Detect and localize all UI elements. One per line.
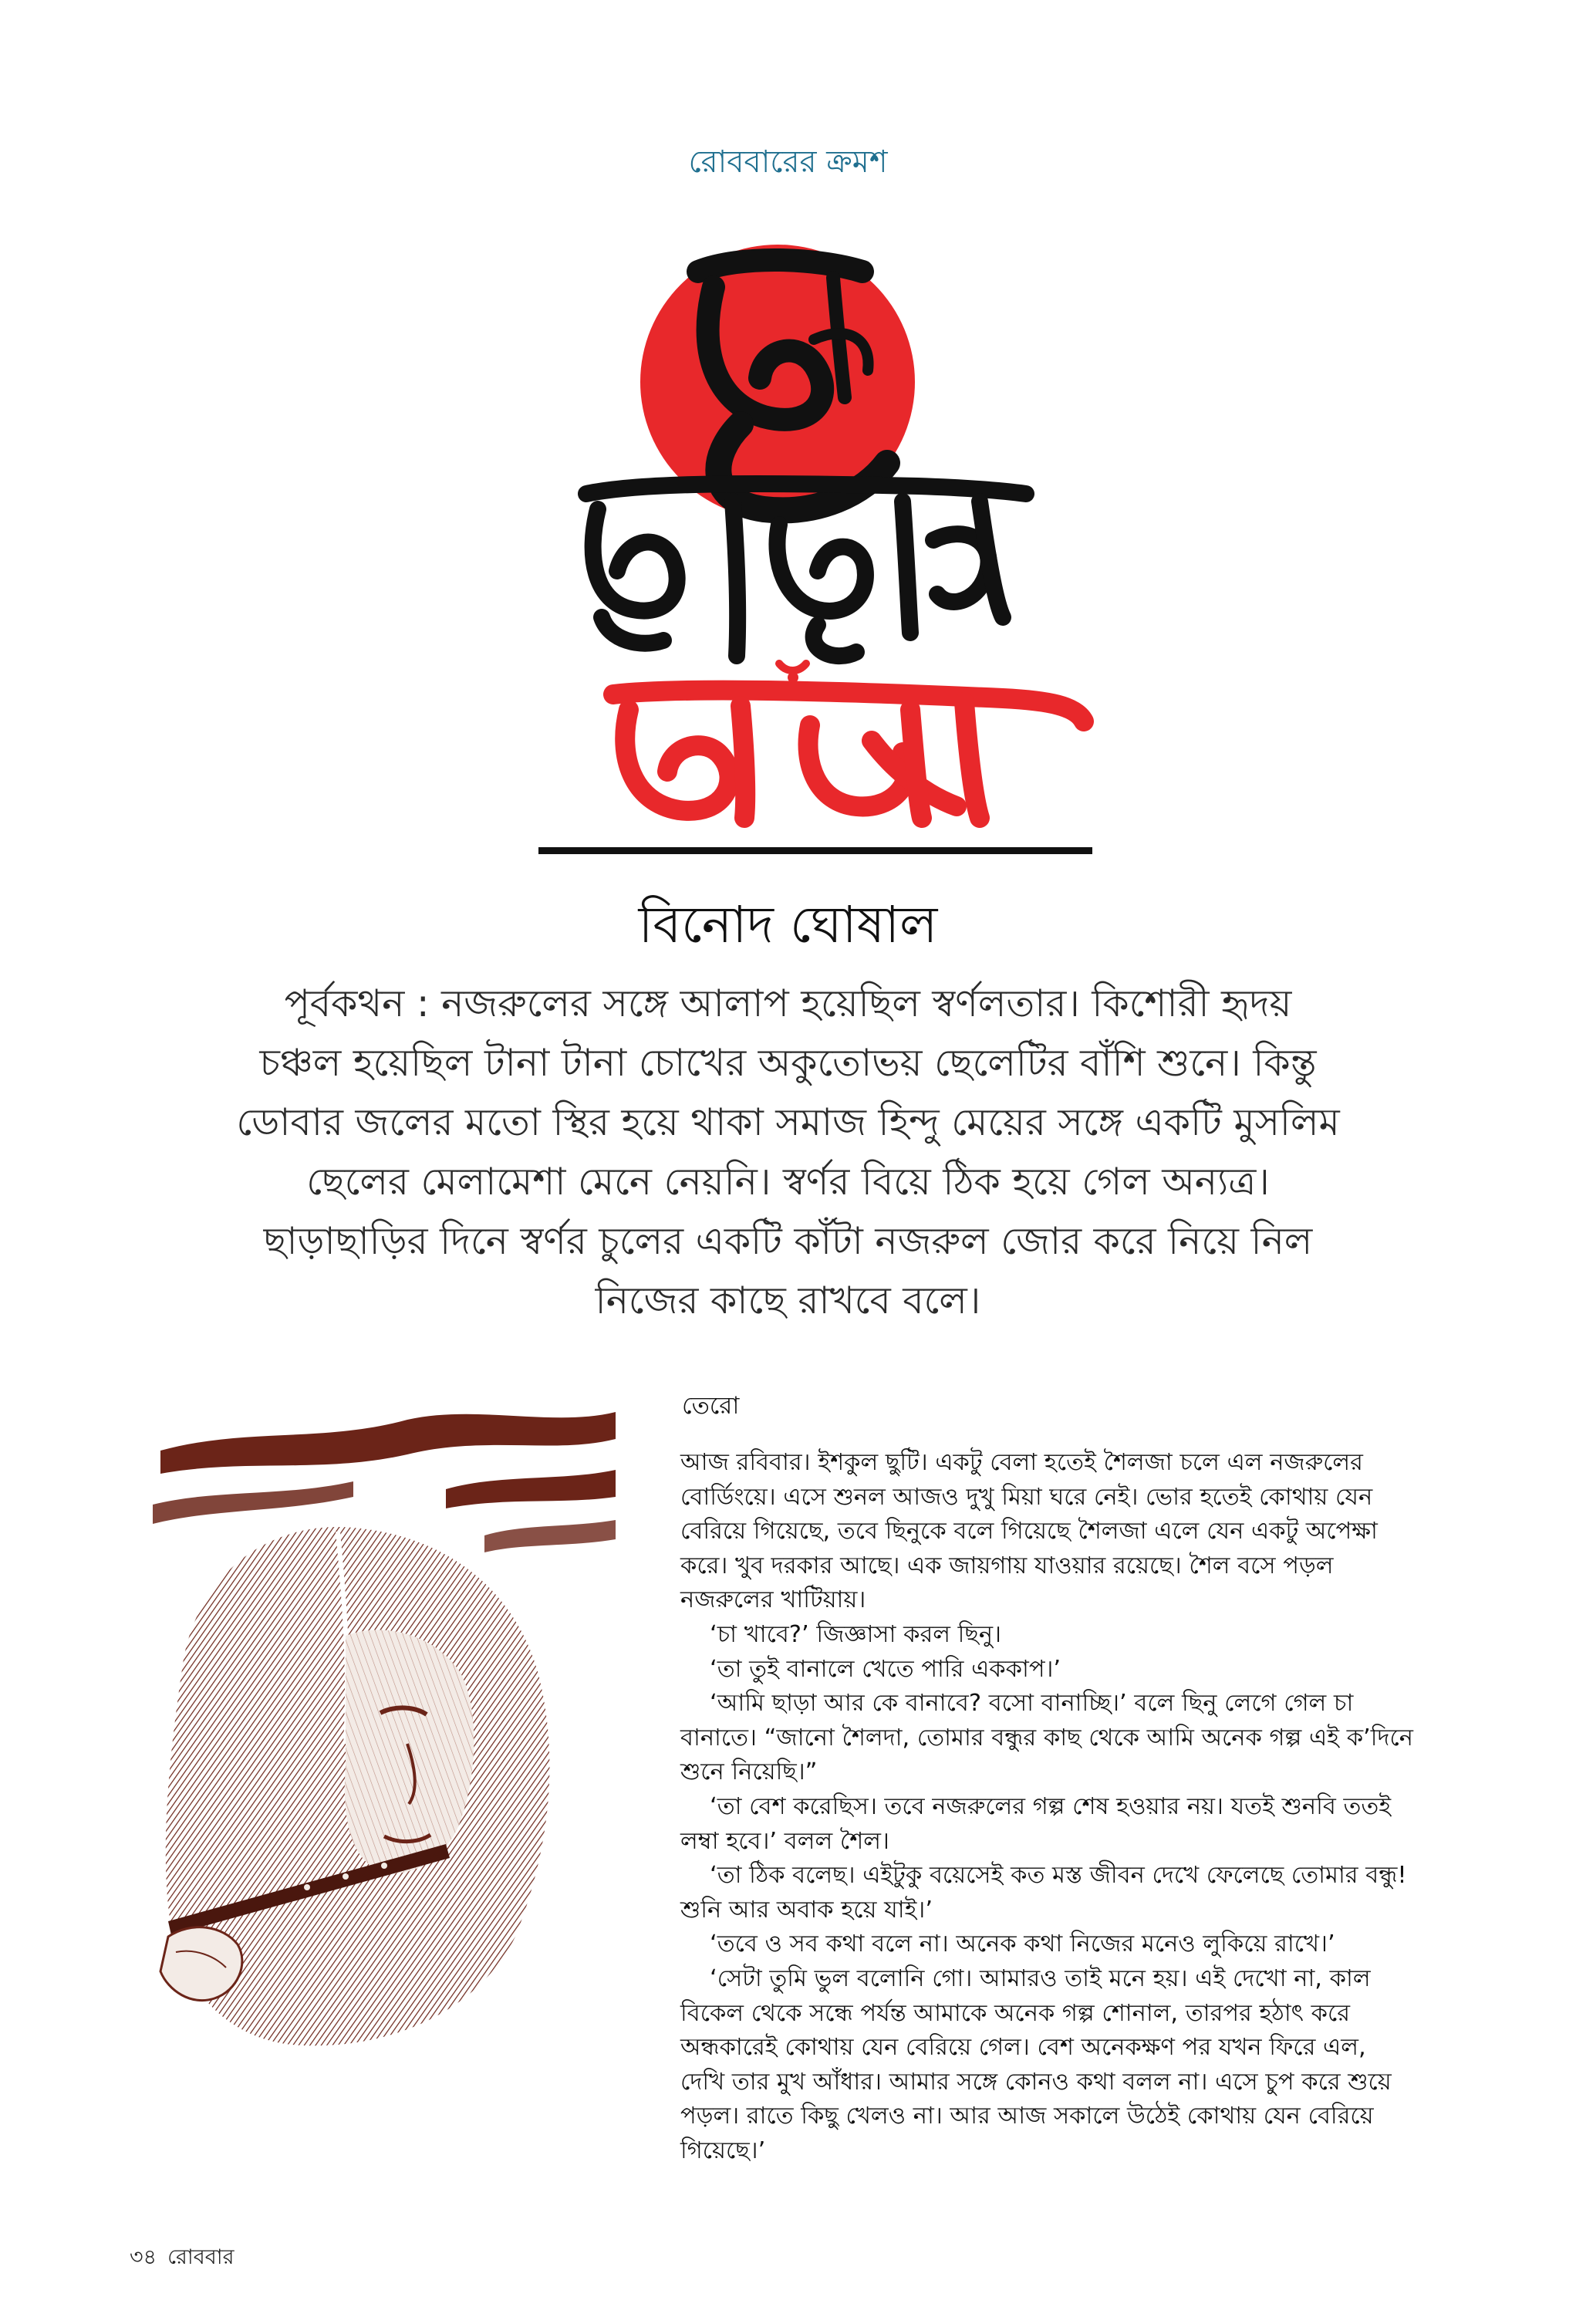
- magazine-name: রোববার: [167, 2245, 235, 2269]
- page-footer: [130, 2241, 234, 2276]
- body-line: বোর্ডিংয়ে। এসে শুনল আজও দুখু মিয়া ঘরে নেই। ভোর হতেই কোথায় যেন: [680, 1483, 1373, 1511]
- title-rule: [538, 847, 1092, 854]
- body-line: ‘আমি ছাড়া আর কে বানাবে? বসো বানাচ্ছি।’ বলে ছিনু লেগে গেল চা: [710, 1690, 1354, 1718]
- title-word-3: [613, 664, 1084, 818]
- body-line: আজ রবিবার। ইশকুল ছুটি। একটু বেলা হতেই শৈলজা চলে এল নজরুলের: [680, 1449, 1363, 1476]
- body-line: লম্বা হবে।’ বলল শৈল।: [680, 1827, 889, 1855]
- story-body: [680, 1446, 1510, 2168]
- body-line: শুনি আর অবাক হয়ে যাই।’: [680, 1896, 933, 1924]
- title-calligraphy: [0, 0, 1576, 880]
- body-line: পড়ল। রাতে কিছু খেলও না। আর আজ সকালে উঠেই কোথায় যেন বেরিয়ে: [680, 2103, 1374, 2130]
- body-line: বিকেল থেকে সন্ধে পর্যন্ত আমাকে অনেক গল্প শোনাল, তারপর হঠাৎ করে: [680, 1999, 1351, 2027]
- body-line: নজরুলের খাটিয়ায়।: [680, 1586, 866, 1614]
- chapter-label: তেরো: [682, 1392, 740, 1420]
- body-line: দেখি তার মুখ আঁধার। আমার সঙ্গে কোনও কথা বলল না। এসে চুপ করে শুয়ে: [680, 2068, 1392, 2096]
- flute-player-illustration: [153, 1381, 616, 2064]
- body-line: ‘সেটা তুমি ভুল বলোনি গো। আমারও তাই মনে হয়। এই দেখো না, কাল: [710, 1964, 1371, 1992]
- body-line: বানাতে। “জানো শৈলদা, তোমার বন্ধুর কাছ থেকে আমি অনেক গল্প এই ক’দিনে: [680, 1724, 1413, 1751]
- body-line: ‘তা বেশ করেছিস। তবে নজরুলের গল্প শেষ হওয়ার নয়। যতই শুনবি ততই: [710, 1792, 1392, 1820]
- body-line: ‘তবে ও সব কথা বলে না। অনেক কথা নিজের মনেও লুকিয়ে রাখে।’: [710, 1930, 1335, 1958]
- section-tag: রোববারের ক্রমশ: [688, 144, 888, 180]
- body-line: গিয়েছে।’: [680, 2137, 766, 2164]
- synopsis-line: পূর্বকথন : নজরুলের সঙ্গে আলাপ হয়েছিল স্বর্ণলতার। কিশোরী হৃদয়: [284, 981, 1292, 1025]
- synopsis-line: ডোবার জলের মতো স্থির হয়ে থাকা সমাজ হিন্দু মেয়ের সঙ্গে একটি মুসলিম: [236, 1100, 1340, 1144]
- body-line: ‘চা খাবে?’ জিজ্ঞাসা করল ছিনু।: [710, 1620, 1001, 1648]
- page-number: ৩৪: [130, 2245, 157, 2269]
- body-line: বেরিয়ে গিয়েছে, তবে ছিনুকে বলে গিয়েছে শৈলজা এলে যেন একটু অপেক্ষা: [680, 1518, 1378, 1545]
- synopsis-line: ছেলের মেলামেশা মেনে নেয়নি। স্বর্ণর বিয়ে ঠিক হয়ে গেল অন্যত্র।: [306, 1160, 1270, 1204]
- synopsis-line: চঞ্চল হয়েছিল টানা টানা চোখের অকুতোভয় ছেলেটির বাঁশি শুনে। কিন্তু: [259, 1041, 1317, 1085]
- synopsis-line: নিজের কাছে রাখবে বলে।: [595, 1279, 981, 1322]
- body-line: ‘তা ঠিক বলেছ। এইটুকু বয়েসেই কত মস্ত জীবন দেখে ফেলেছে তোমার বন্ধু!: [710, 1862, 1407, 1890]
- body-line: ‘তা তুই বানালে খেতে পারি এককাপ।’: [710, 1655, 1061, 1683]
- synopsis-line: ছাড়াছাড়ির দিনে স্বর্ণর চুলের একটি কাঁটা নজরুল জোর করে নিয়ে নিল: [263, 1219, 1313, 1263]
- body-line: অন্ধকারেই কোথায় যেন বেরিয়ে গেল। বেশ অনেকক্ষণ পর যখন ফিরে এল,: [680, 2034, 1366, 2062]
- body-line: শুনে নিয়েছি।”: [680, 1758, 818, 1786]
- body-line: করে। খুব দরকার আছে। এক জায়গায় যাওয়ার রয়েছে। শৈল বসে পড়ল: [680, 1552, 1334, 1579]
- author-name: বিনোদ ঘোষাল: [638, 895, 938, 954]
- synopsis: [197, 974, 1379, 1330]
